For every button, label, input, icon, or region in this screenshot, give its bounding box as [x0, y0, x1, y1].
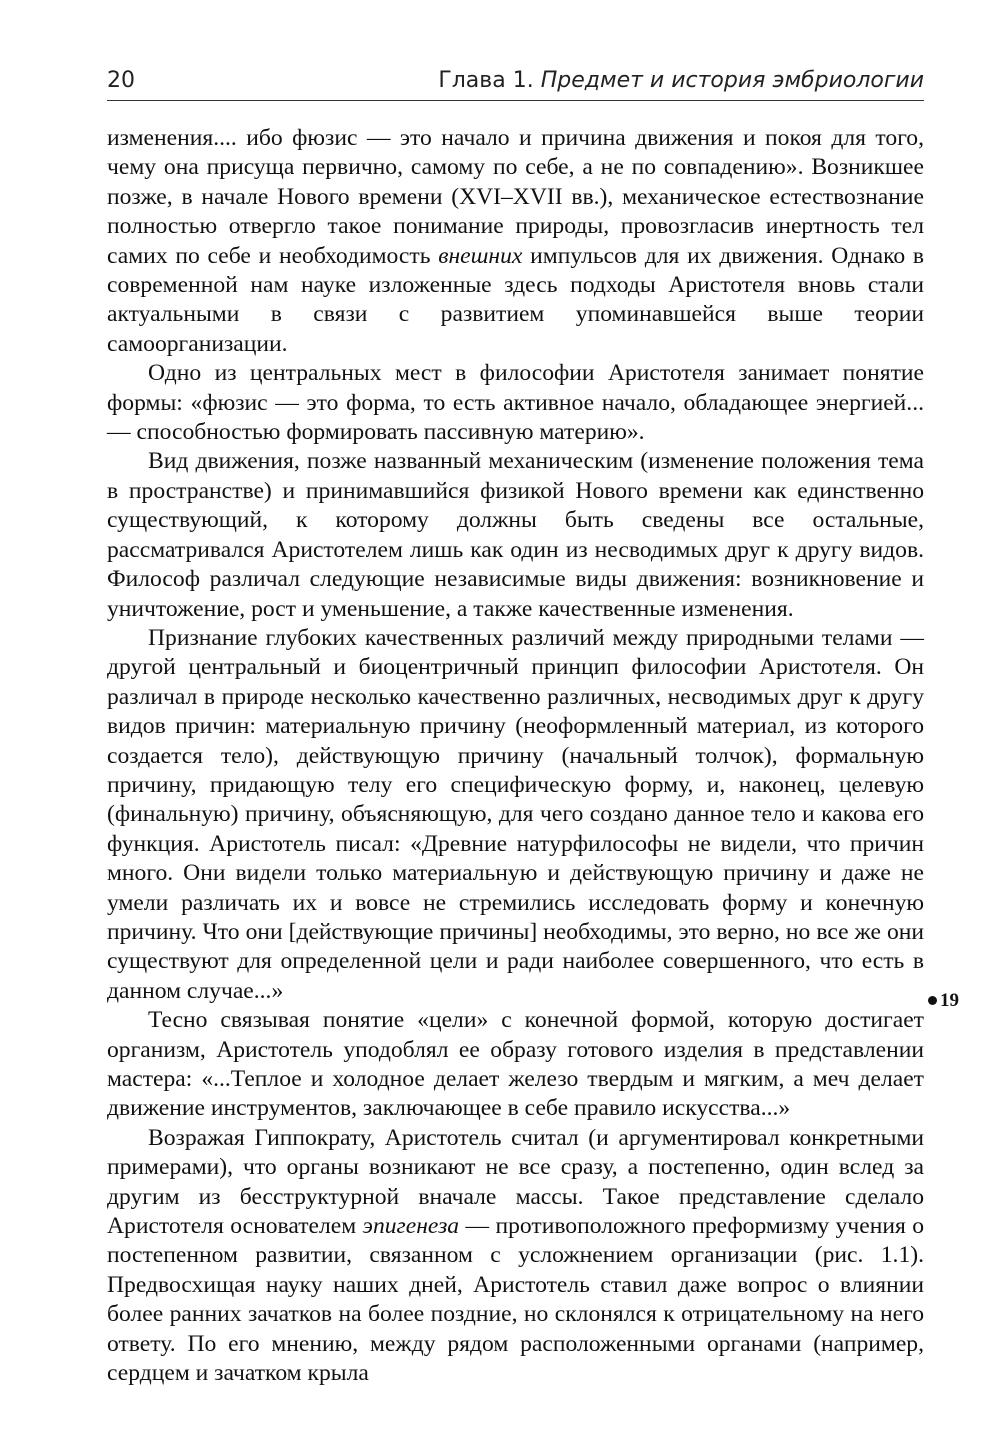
page-number: 20: [107, 68, 135, 93]
paragraph-6-part-2: — противоположного преформизму учения о постепенном развитии, связанном с усложнением организации (рис. 1.1). Предвосхищая науку наших дней, Аристотель ставил даже вопрос о влиянии более ранних зачатков на более поздние, но склонялся к отрицательному на него ответу. По его мнению, между рядом расположенными органами (например, сердцем и зачатком крыла: [107, 1213, 924, 1387]
emphasis-epigeneza: эпигенеза: [362, 1213, 460, 1240]
original-page-marker: [928, 990, 959, 1012]
chapter-title: Предмет и история эмбриологии: [540, 68, 924, 93]
paragraph-5: Тесно связывая понятие «цели» с конечной формой, которую достигает организм, Аристотель уподоблял ее образу готового изделия в представлении мастера: «...Теплое и холодное делает железо твердым и мягким, а меч делает движение инструментов, заключающее в себе правило искусства...»: [107, 1007, 924, 1122]
paragraph-1-part-1: изменения.... ибо фюзис — это начало и причина движения и покоя для того, чему она присуща первично, самому по себе, а не по совпадению». Возникшее позже, в начале Нового времени (XVI–XVII вв.), механическое естествознание полностью отвергло такое понимание природы, провозгласив инертность тел самих по себе и необходимость: [107, 125, 924, 269]
bullet-dot-icon: [928, 996, 937, 1005]
paragraph-1: [107, 124, 924, 359]
emphasis-vneshnih: внешних: [438, 242, 523, 269]
running-title: [438, 68, 924, 93]
paragraph-6: [107, 1124, 924, 1389]
paragraph-4: Признание глубоких качественных различий между природными телами — другой центральный и биоцентричный принцип философии Аристотеля. Он различал в природе несколько качественно различных, несводимых друг к другу видов причин: материальную причину (неоформленный материал, из которого создается тело), действующую причину (начальный толчок), формальную причину, придающую телу его специфическую форму, и, наконец, целевую (финальную) причину, объясняющую, для чего создано данное тело и какова его функция. Аристотель писал: «Древние натурфилософы не видели, что причин много. Они видели только материальную и действующую причину и даже не умели различать их и вовсе не стремились исследовать форму и конечную причину. Что они [действующие причины] необходимы, это верно, но все же они существуют для определенной цели и ради наиболее совершенного, что есть в данном случае...»: [107, 624, 924, 1004]
paragraph-2: Одно из центральных мест в философии Аристотеля занимает понятие формы: «фюзис — это форма, то есть активное начало, обладающее энергией... — способностью формировать пассивную материю».: [107, 360, 924, 446]
chapter-prefix: Глава 1.: [438, 68, 534, 93]
paragraph-1-part-2: импульсов для их движения. Однако в современной нам науке изложенные здесь подходы Аристотеля вновь стали актуальными в связи с развитием упоминавшейся выше теории самоорганизации.: [107, 242, 924, 357]
original-page-number: 19: [940, 990, 959, 1011]
text-body: [107, 124, 924, 1388]
page-header: [107, 66, 924, 101]
paragraph-3: Вид движения, позже названный механическим (изменение положения тема в пространстве) и принимавшийся физикой Нового времени как единственно существующий, к которому должны быть сведены все остальные, рассматривался Аристотелем лишь как один из несводимых друг к другу видов. Философ различал следующие независимые виды движения: возникновение и уничтожение, рост и уменьшение, а также качественные изменения.: [107, 448, 924, 622]
paragraph-6-part-1: Возражая Гиппократу, Аристотель считал (и аргументировал конкретными примерами), что органы возникают не все сразу, а постепенно, один вслед за другим из бесструктурной вначале массы. Такое представление сделало Аристотеля основателем: [107, 1124, 924, 1240]
